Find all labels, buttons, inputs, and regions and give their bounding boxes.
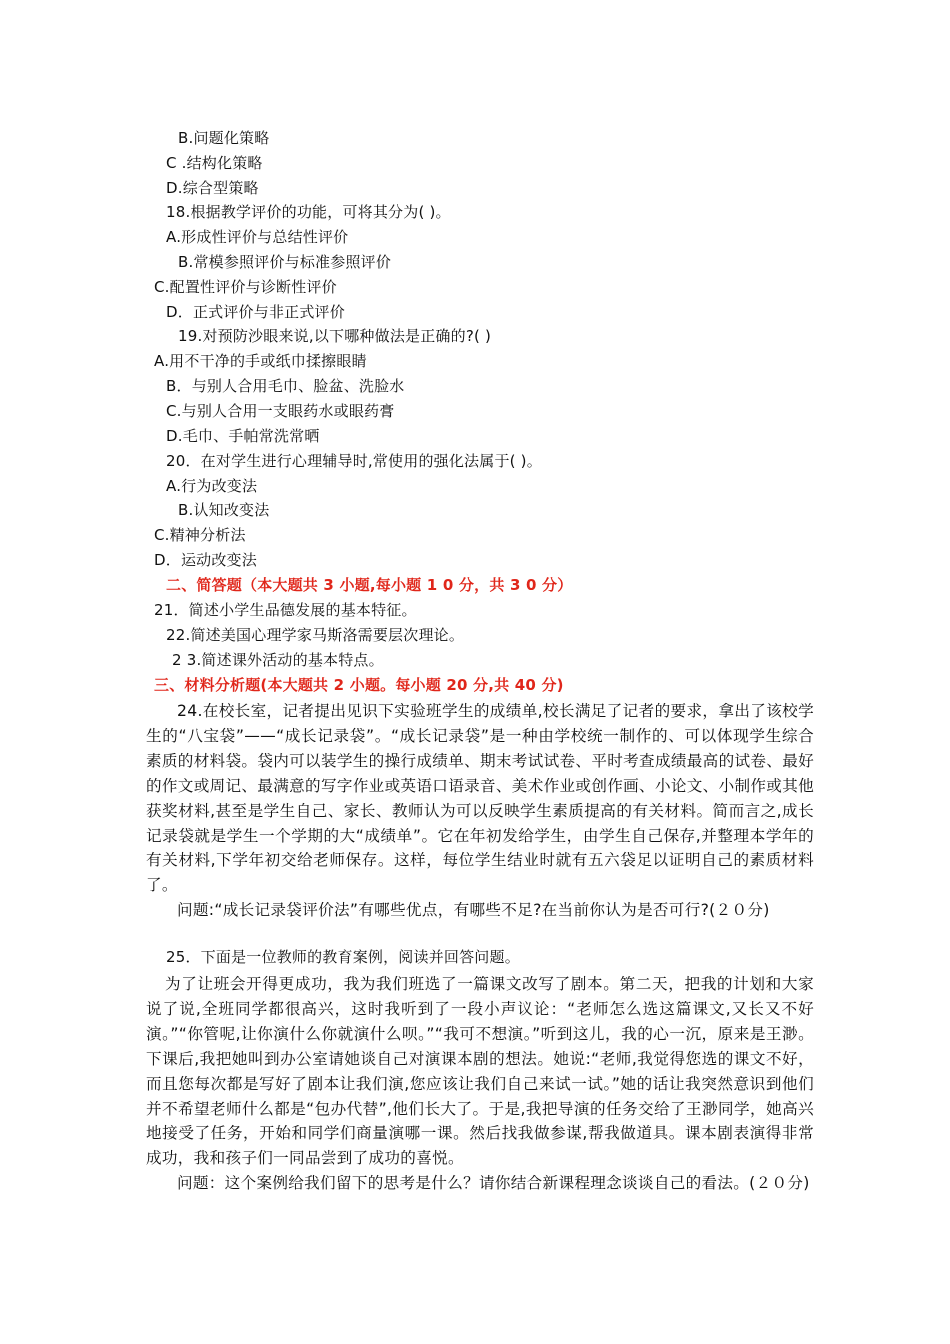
q17-option-d: D.综合型策略 <box>166 179 259 197</box>
q25-intro: 25．下面是一位教师的教育案例，阅读并回答问题。 <box>166 948 520 966</box>
section-2-heading: 二、简答题（本大题共 3 小题,每小题 1 0 分，共 3 0 分） <box>166 576 573 594</box>
q20-option-d: D．运动改变法 <box>154 551 257 569</box>
section-3-heading: 三、材料分析题(本大题共 2 小题。每小题 20 分,共 40 分) <box>154 676 564 694</box>
q19-option-b: B．与别人合用毛巾、脸盆、洗脸水 <box>166 377 405 395</box>
q24-question: 问题:“成长记录袋评价法”有哪些优点，有哪些不足?在当前你认为是否可行?(２０分) <box>177 901 770 919</box>
q18-option-b: B.常模参照评价与标准参照评价 <box>178 253 392 271</box>
q19-stem: 19.对预防沙眼来说,以下哪种做法是正确的?( ) <box>178 327 492 345</box>
q19-option-d: D.毛巾、手帕常洗常晒 <box>166 427 320 445</box>
q22: 22.简述美国心理学家马斯洛需要层次理论。 <box>166 626 465 644</box>
q21: 21．简述小学生品德发展的基本特征。 <box>154 601 417 619</box>
q19-option-a: A.用不干净的手或纸巾揉擦眼睛 <box>154 352 367 370</box>
q18-option-c: C.配置性评价与诊断性评价 <box>154 278 337 296</box>
q18-option-d: D．正式评价与非正式评价 <box>166 303 345 321</box>
q20-option-b: B.认知改变法 <box>178 501 270 519</box>
q18-stem: 18.根据教学评价的功能，可将其分为( )。 <box>166 203 451 221</box>
q18-option-a: A.形成性评价与总结性评价 <box>166 228 349 246</box>
q20-stem: 20．在对学生进行心理辅导时,常使用的强化法属于( )。 <box>166 452 542 470</box>
q20-option-a: A.行为改变法 <box>166 477 258 495</box>
q25-question: 问题：这个案例给我们留下的思考是什么？请你结合新课程理念谈谈自己的看法。(２０分) <box>177 1174 810 1192</box>
q20-option-c: C.精神分析法 <box>154 526 246 544</box>
q25-material: 为了让班会开得更成功，我为我们班选了一篇课文改写了剧本。第二天，把我的计划和大家说了说,全班同学都很高兴，这时我听到了一段小声议论：“老师怎么选这篇课文,又长又不好演。”“你管呢,让你演什么你就演什么呗。”“我可不想演。”听到这儿，我的心一沉，原来是王渺。下课后,我把她叫到办公室请她谈自己对演课本剧的想法。她说:“老师,我觉得您选的课文不好，而且您每次都是写好了剧本让我们演,您应该让我们自己来试一试。”她的话让我突然意识到他们并不希望老师什么都是“包办代替”,他们长大了。于是,我把导演的任务交给了王渺同学，她高兴地接受了任务，开始和同学们商量演哪一课。然后找我做参谋,帮我做道具。课本剧表演得非常成功，我和孩子们一同品尝到了成功的喜悦。 <box>146 975 814 1168</box>
q23: 2 3.简述课外活动的基本特点。 <box>172 651 384 669</box>
q24-material: 24.在校长室，记者提出见识下实验班学生的成绩单,校长满足了记者的要求，拿出了该校学生的“八宝袋”——“成长记录袋”。“成长记录袋”是一种由学校统一制作的、可以体现学生综合素质的材料袋。袋内可以装学生的操行成绩单、期末考试试卷、平时考查成绩最高的试卷、最好的作文或周记、最满意的写字作业或英语口语录音、美术作业或创作画、小论文、小制作或其他获奖材料,甚至是学生自己、家长、教师认为可以反映学生素质提高的有关材料。简而言之,成长记录袋就是学生一个学期的大“成绩单”。它在年初发给学生，由学生自己保存,并整理本学年的有关材料,下学年初交给老师保存。这样，每位学生结业时就有五六袋足以证明自己的素质材料了。 <box>146 702 814 895</box>
q17-option-b: B.问题化策略 <box>178 129 270 147</box>
q17-option-c: C .结构化策略 <box>166 154 263 172</box>
q19-option-c: C.与别人合用一支眼药水或眼药膏 <box>166 402 395 420</box>
